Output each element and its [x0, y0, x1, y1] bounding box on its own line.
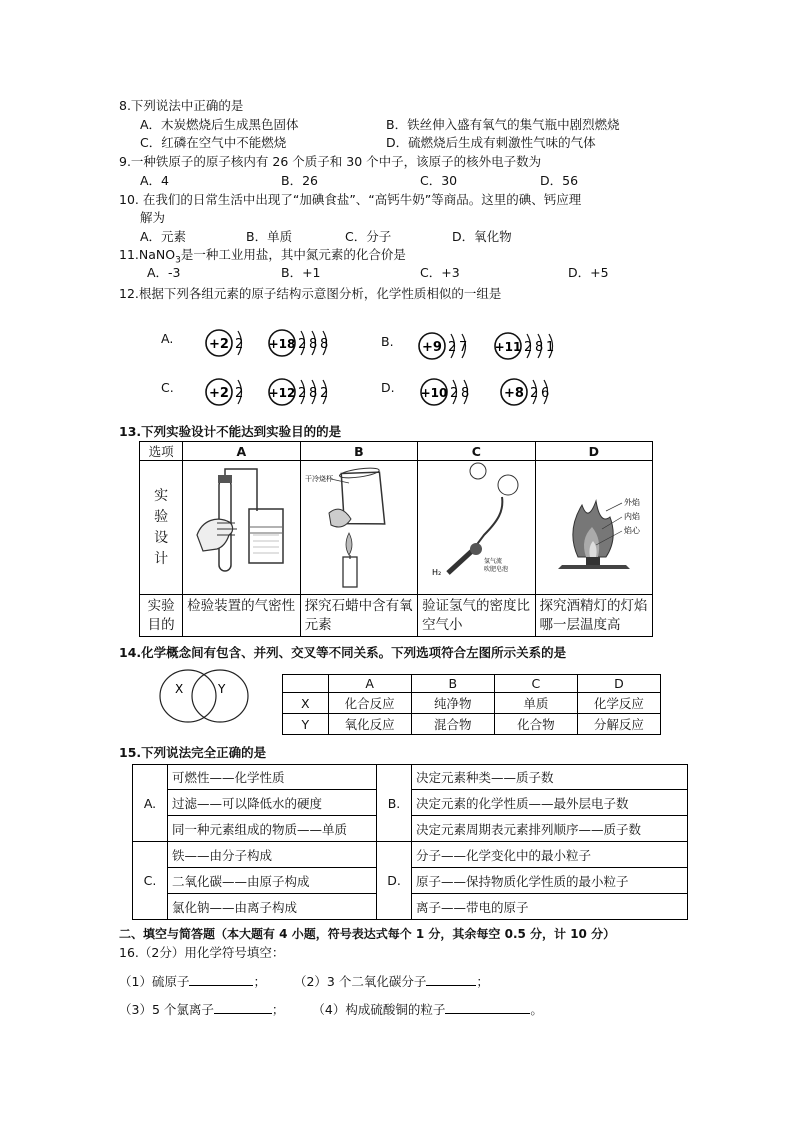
shell-electron-count: 2	[298, 386, 307, 401]
q13-header-option: 选项	[140, 442, 183, 461]
q15-c-item-3: 氯化钠——由离子构成	[168, 894, 377, 920]
q13-purpose-b[interactable]: 探究石蜡中含有氧元素	[300, 595, 417, 637]
q8-stem: 8.下列说法中正确的是	[119, 98, 244, 113]
q11-option-d[interactable]: D．+5	[568, 265, 609, 280]
q14-cell-y-d[interactable]: 分解反应	[577, 714, 660, 735]
q14-header-b: B	[411, 675, 494, 693]
alcohol-lamp-flame-figure	[536, 461, 652, 591]
nucleus-charge: +2	[209, 386, 229, 401]
q14-cell-x-b[interactable]: 纯净物	[411, 693, 494, 714]
q10-option-c[interactable]: C．分子	[345, 229, 392, 244]
q14-cell-y-b[interactable]: 混合物	[411, 714, 494, 735]
section-2-heading: 二、填空与简答题（本大题有 4 小题，符号表达式每个 1 分，其余每空 0.5 分，计 10 分）	[119, 927, 616, 941]
q12-stem: 12.根据下列各组元素的原子结构示意图分析，化学性质相似的一组是	[119, 286, 502, 301]
q8-option-c[interactable]: C．红磷在空气中不能燃烧	[140, 135, 287, 150]
q16-part-2-label: （2）3 个二氧化碳分子	[293, 974, 427, 989]
shell-electron-count: 1	[546, 340, 555, 355]
nucleus-charge: +11	[494, 340, 522, 354]
q15-d-item-1: 分子——化学变化中的最小粒子	[412, 842, 688, 868]
shell-electron-count: 8	[535, 340, 544, 355]
q14-cell-x-d[interactable]: 化学反应	[577, 693, 660, 714]
q16-blank-2[interactable]	[426, 973, 476, 986]
nucleus-charge: +10	[420, 386, 448, 400]
q13-figure-c[interactable]	[418, 461, 535, 595]
shell-electron-count: 2	[450, 386, 459, 401]
q15-table	[132, 764, 688, 920]
dry-cold-beaker-label: 干冷烧杯	[304, 475, 333, 483]
nucleus-charge: +9	[422, 340, 442, 355]
atom-diagram-3	[418, 331, 478, 361]
shell-electron-count: 2	[524, 340, 533, 355]
q11-stem-text: 是一种工业用盐，其中氮元素的化合价是	[180, 247, 406, 262]
q13-header-b: B	[300, 442, 417, 461]
q16-line-1	[119, 973, 489, 990]
q15-b-item-3: 决定元素周期表元素排列顺序——质子数	[412, 816, 688, 842]
q9-option-b[interactable]: B．26	[281, 173, 318, 188]
q9-option-a[interactable]: A．4	[140, 173, 170, 188]
shell-electron-count: 8	[309, 337, 318, 352]
q16-end: 。	[530, 1002, 543, 1017]
atom-diagram-1	[205, 328, 254, 358]
nucleus-charge: +18	[268, 337, 296, 351]
q14-stem: 14.化学概念间有包含、并列、交叉等不同关系。下列选项符合左图所示关系的是	[119, 645, 567, 660]
q11-option-a[interactable]: A．-3	[147, 265, 181, 280]
q14-cell-y-a[interactable]: 氧化反应	[328, 714, 411, 735]
q14-row-x-label: X	[283, 693, 329, 714]
shell-electron-count: 2	[235, 386, 244, 401]
hydrogen-bubble-figure	[418, 461, 534, 591]
venn-y-label: Y	[218, 682, 226, 696]
q13-purpose-c[interactable]: 验证氢气的密度比空气小	[418, 595, 535, 637]
q16-sep-1: ；	[253, 974, 266, 989]
h2-label: H₂	[432, 568, 442, 577]
q15-stem: 15.下列说法完全正确的是	[119, 745, 267, 760]
shell-electron-count: 2	[320, 386, 329, 401]
q11-formula-subscript: 3	[175, 255, 181, 266]
candle-beaker-figure	[301, 461, 417, 591]
outer-flame-label: 外焰	[623, 498, 640, 507]
q16-stem: 16.（2分）用化学符号填空：	[119, 945, 285, 960]
q16-sep-2: ；	[476, 974, 489, 989]
q16-part-3-label: （3）5 个氯离子	[119, 1002, 214, 1017]
q13-row-design-label: 实验设计	[140, 461, 183, 595]
q16-blank-3[interactable]	[214, 1001, 272, 1014]
q11-formula: 11.NaNO	[119, 247, 176, 262]
q8-option-b[interactable]: B．铁丝伸入盛有氧气的集气瓶中剧烈燃烧	[386, 117, 620, 132]
q13-header-c: C	[418, 442, 535, 461]
q9-stem: 9.一种铁原子的原子核内有 26 个质子和 30 个中子，该原子的核外电子数为	[119, 154, 542, 169]
shell-electron-count: 7	[459, 340, 468, 355]
q10-stem-line1: 10. 在我们的日常生活中出现了“加碘食盐”、“高钙牛奶”等商品。这里的碘、钙应理	[119, 192, 582, 207]
atom-diagram-2	[268, 328, 339, 358]
q14-header-d: D	[577, 675, 660, 693]
q13-figure-b[interactable]	[300, 461, 417, 595]
q12-label-d[interactable]: D.	[381, 380, 395, 395]
q13-header-a: A	[183, 442, 300, 461]
flame-core-label: 焰心	[623, 526, 640, 535]
shell-electron-count: 2	[530, 386, 539, 401]
q15-a-item-3: 同一种元素组成的物质——单质	[168, 816, 377, 842]
q13-header-d: D	[535, 442, 652, 461]
venn-diagram	[158, 668, 250, 724]
q16-part-1-label: （1）硫原子	[119, 974, 190, 989]
q14-cell-x-c[interactable]: 单质	[494, 693, 577, 714]
q13-purpose-d[interactable]: 探究酒精灯的灯焰哪一层温度高	[535, 595, 652, 637]
q14-header-c: C	[494, 675, 577, 693]
q15-d-item-3: 离子——带电的原子	[412, 894, 688, 920]
q15-d-item-2: 原子——保持物质化学性质的最小粒子	[412, 868, 688, 894]
q15-c-item-1: 铁——由分子构成	[168, 842, 377, 868]
shell-electron-count: 2	[298, 337, 307, 352]
shell-electron-count: 2	[448, 340, 457, 355]
q14-header-a: A	[328, 675, 411, 693]
q14-cell-y-c[interactable]: 化合物	[494, 714, 577, 735]
q10-option-b[interactable]: B．单质	[246, 229, 293, 244]
q10-option-a[interactable]: A．元素	[140, 229, 187, 244]
atom-diagram-6	[268, 377, 339, 407]
q13-table	[139, 441, 653, 637]
blow-bubble-label: 吹肥皂泡	[484, 566, 509, 573]
q14-row-y-label: Y	[283, 714, 329, 735]
inner-flame-label: 内焰	[623, 512, 640, 521]
q15-a-item-2: 过滤——可以降低水的硬度	[168, 790, 377, 816]
venn-x-label: X	[175, 682, 184, 696]
q13-row-purpose-label: 实验目的	[140, 595, 183, 637]
q14-header-blank	[283, 675, 329, 693]
q12-label-b[interactable]: B.	[381, 334, 394, 349]
q15-b-item-1: 决定元素种类——质子数	[412, 765, 688, 790]
hydrogen-flow-label: 氢气流	[484, 558, 503, 565]
q10-stem-line2: 解为	[140, 210, 166, 225]
q8-option-d[interactable]: D．硫燃烧后生成有刺激性气味的气体	[386, 135, 596, 150]
q13-stem: 13.下列实验设计不能达到实验目的的是	[119, 424, 342, 439]
q12-label-a[interactable]: A.	[161, 331, 174, 346]
q9-option-c[interactable]: C．30	[420, 173, 458, 188]
atom-diagram-4	[494, 331, 565, 361]
q16-blank-4[interactable]	[445, 1001, 530, 1014]
shell-electron-count: 6	[541, 386, 550, 401]
q12-label-c[interactable]: C.	[161, 380, 174, 395]
q10-option-d[interactable]: D．氧化物	[452, 229, 512, 244]
q14-cell-x-a[interactable]: 化合反应	[328, 693, 411, 714]
q16-sep-3: ；	[271, 1002, 285, 1017]
shell-electron-count: 8	[309, 386, 318, 401]
q16-part-4-label: （4）构成硫酸铜的粒子	[312, 1002, 446, 1017]
q8-option-a[interactable]: A．木炭燃烧后生成黑色固体	[140, 117, 299, 132]
q13-figure-a[interactable]	[183, 461, 300, 595]
atom-diagram-5	[205, 377, 254, 407]
q15-label-b[interactable]: B.	[377, 765, 412, 842]
q16-line-2	[119, 1001, 543, 1018]
q16-blank-1[interactable]	[189, 973, 253, 986]
atom-diagram-7	[420, 377, 480, 407]
q13-figure-d[interactable]	[535, 461, 652, 595]
q15-label-c[interactable]: C.	[133, 842, 168, 920]
q14-table	[282, 674, 661, 735]
q11-option-b[interactable]: B．+1	[281, 265, 321, 280]
q15-a-item-1: 可燃性——化学性质	[168, 765, 377, 790]
q15-label-d[interactable]: D.	[377, 842, 412, 920]
q9-option-d[interactable]: D．56	[540, 173, 579, 188]
airtight-test-figure	[183, 461, 299, 591]
q15-b-item-2: 决定元素的化学性质——最外层电子数	[412, 790, 688, 816]
shell-electron-count: 8	[320, 337, 329, 352]
nucleus-charge: +12	[268, 386, 296, 400]
q11-option-c[interactable]: C．+3	[420, 265, 460, 280]
atom-diagram-8	[500, 377, 560, 407]
q13-purpose-a[interactable]: 检验装置的气密性	[183, 595, 300, 637]
shell-electron-count: 8	[461, 386, 470, 401]
nucleus-charge: +2	[209, 337, 229, 352]
shell-electron-count: 2	[235, 337, 244, 352]
nucleus-charge: +8	[504, 386, 524, 401]
q15-c-item-2: 二氧化碳——由原子构成	[168, 868, 377, 894]
q15-label-a[interactable]: A.	[133, 765, 168, 842]
